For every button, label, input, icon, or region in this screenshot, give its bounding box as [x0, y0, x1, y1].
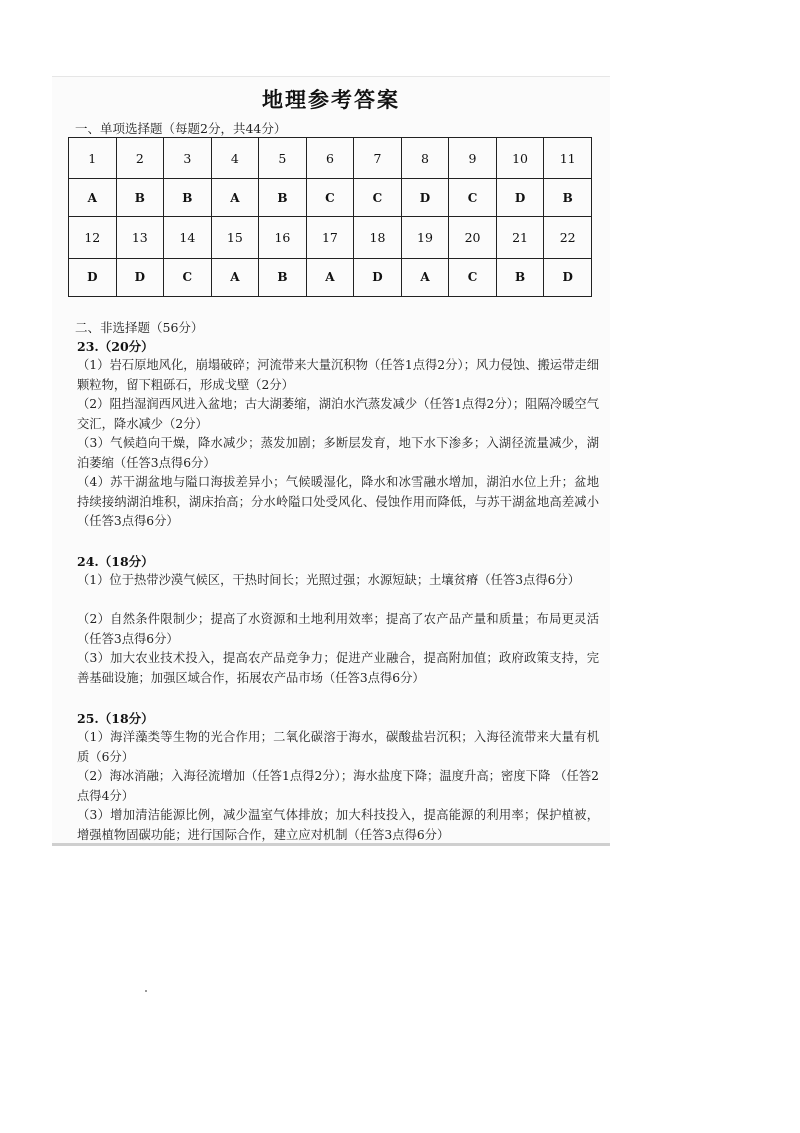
q25-answer-2: （2）海冰消融；入海径流增加（任答1点得2分）；海水盐度下降；温度升高；密度下降 （任答2点得4分）: [77, 769, 599, 803]
question-number: 22: [544, 217, 592, 258]
question-number: 5: [259, 138, 307, 179]
question-number: 18: [354, 217, 402, 258]
question-number: 2: [116, 138, 164, 179]
q25-answer-1: （1）海洋藻类等生物的光合作用；二氧化碳溶于海水，碳酸盐岩沉积；入海径流带来大量有机质（6分）: [77, 730, 599, 764]
q24-answer-2: （2）自然条件限制少；提高了水资源和土地利用效率；提高了农产品产量和质量；布局更灵活（任答3点得6分）: [77, 612, 599, 646]
q25-answer-3: （3）增加清洁能源比例，减少温室气体排放；加大科技投入，提高能源的利用率；保护植被，增强植物固碳功能；进行国际合作，建立应对机制（任答3点得6分）: [77, 808, 599, 842]
question-number: 7: [354, 138, 402, 179]
question-number: 11: [544, 138, 592, 179]
question-number: 9: [449, 138, 497, 179]
q23-answer-1: （1）岩石原地风化，崩塌破碎；河流带来大量沉积物（任答1点得2分）；风力侵蚀、搬运带走细颗粒物，留下粗砾石，形成戈壁（2分）: [77, 358, 599, 392]
question-number: 17: [306, 217, 354, 258]
answer-letter: D: [544, 258, 592, 296]
question-number: 10: [496, 138, 544, 179]
question-number: 12: [69, 217, 117, 258]
question-number: 16: [259, 217, 307, 258]
answer-letter: B: [544, 179, 592, 217]
answer-letter: C: [354, 179, 402, 217]
q24-answer-3: （3）加大农业技术投入，提高农产品竞争力；促进产业融合，提高附加值；政府政策支持，完善基础设施；加强区域合作，拓展农产品市场（任答3点得6分）: [77, 651, 599, 685]
answer-letter: D: [69, 258, 117, 296]
table-row: [69, 258, 592, 296]
question-number: 13: [116, 217, 164, 258]
answer-letter: C: [164, 258, 212, 296]
answer-letter: C: [306, 179, 354, 217]
question-number: 6: [306, 138, 354, 179]
question-number: 1: [69, 138, 117, 179]
question-number: 20: [449, 217, 497, 258]
answer-letter: A: [211, 179, 259, 217]
q23-label: 23.（20分）: [77, 339, 154, 354]
question-number: 3: [164, 138, 212, 179]
answer-letter: A: [306, 258, 354, 296]
answer-letter: A: [401, 258, 449, 296]
q24-answer-1: （1）位于热带沙漠气候区，干热时间长；光照过强；水源短缺；土壤贫瘠（任答3点得6分）: [77, 573, 581, 587]
answer-letter: A: [69, 179, 117, 217]
answer-letter: D: [496, 179, 544, 217]
q23-answer-4: （4）苏干湖盆地与隘口海拔差异小；气候暖湿化，降水和冰雪融水增加，湖泊水位上升；盆地持续接纳湖泊堆积，湖床抬高；分水岭隘口处受风化、侵蚀作用而降低，与苏干湖盆地高差减小（任答3点得6分）: [77, 475, 599, 528]
answer-letter: D: [354, 258, 402, 296]
answer-letter: A: [211, 258, 259, 296]
question-number: 14: [164, 217, 212, 258]
question-number: 4: [211, 138, 259, 179]
q23-answer-2: （2）阻挡湿润西风进入盆地；古大湖萎缩，湖泊水汽蒸发减少（任答1点得2分）；阻隔冷暖空气交汇，降水减少（2分）: [77, 397, 599, 431]
table-row: [69, 217, 592, 258]
page-title: 地理参考答案: [262, 88, 400, 112]
question-number: 21: [496, 217, 544, 258]
table-row: [69, 138, 592, 179]
answer-letter: B: [116, 179, 164, 217]
answer-letter: C: [449, 258, 497, 296]
answer-letter: B: [259, 179, 307, 217]
q25-label: 25.（18分）: [77, 711, 154, 726]
answer-letter: D: [116, 258, 164, 296]
q24-label: 24.（18分）: [77, 554, 154, 569]
answer-letter: B: [164, 179, 212, 217]
answer-letter: B: [259, 258, 307, 296]
answer-table: [68, 137, 592, 297]
section2-heading: 二、非选择题（56分）: [75, 320, 204, 335]
question-number: 8: [401, 138, 449, 179]
q23-answer-3: （3）气候趋向干燥，降水减少；蒸发加剧；多断层发育，地下水下渗多；入湖径流量减少，湖泊萎缩（任答3点得6分）: [77, 436, 599, 470]
answer-letter: B: [496, 258, 544, 296]
scan-speck: [145, 990, 147, 992]
table-row: [69, 179, 592, 217]
section1-heading: 一、单项选择题（每题2分，共44分）: [75, 121, 287, 136]
question-number: 15: [211, 217, 259, 258]
answer-letter: C: [449, 179, 497, 217]
question-number: 19: [401, 217, 449, 258]
answer-letter: D: [401, 179, 449, 217]
